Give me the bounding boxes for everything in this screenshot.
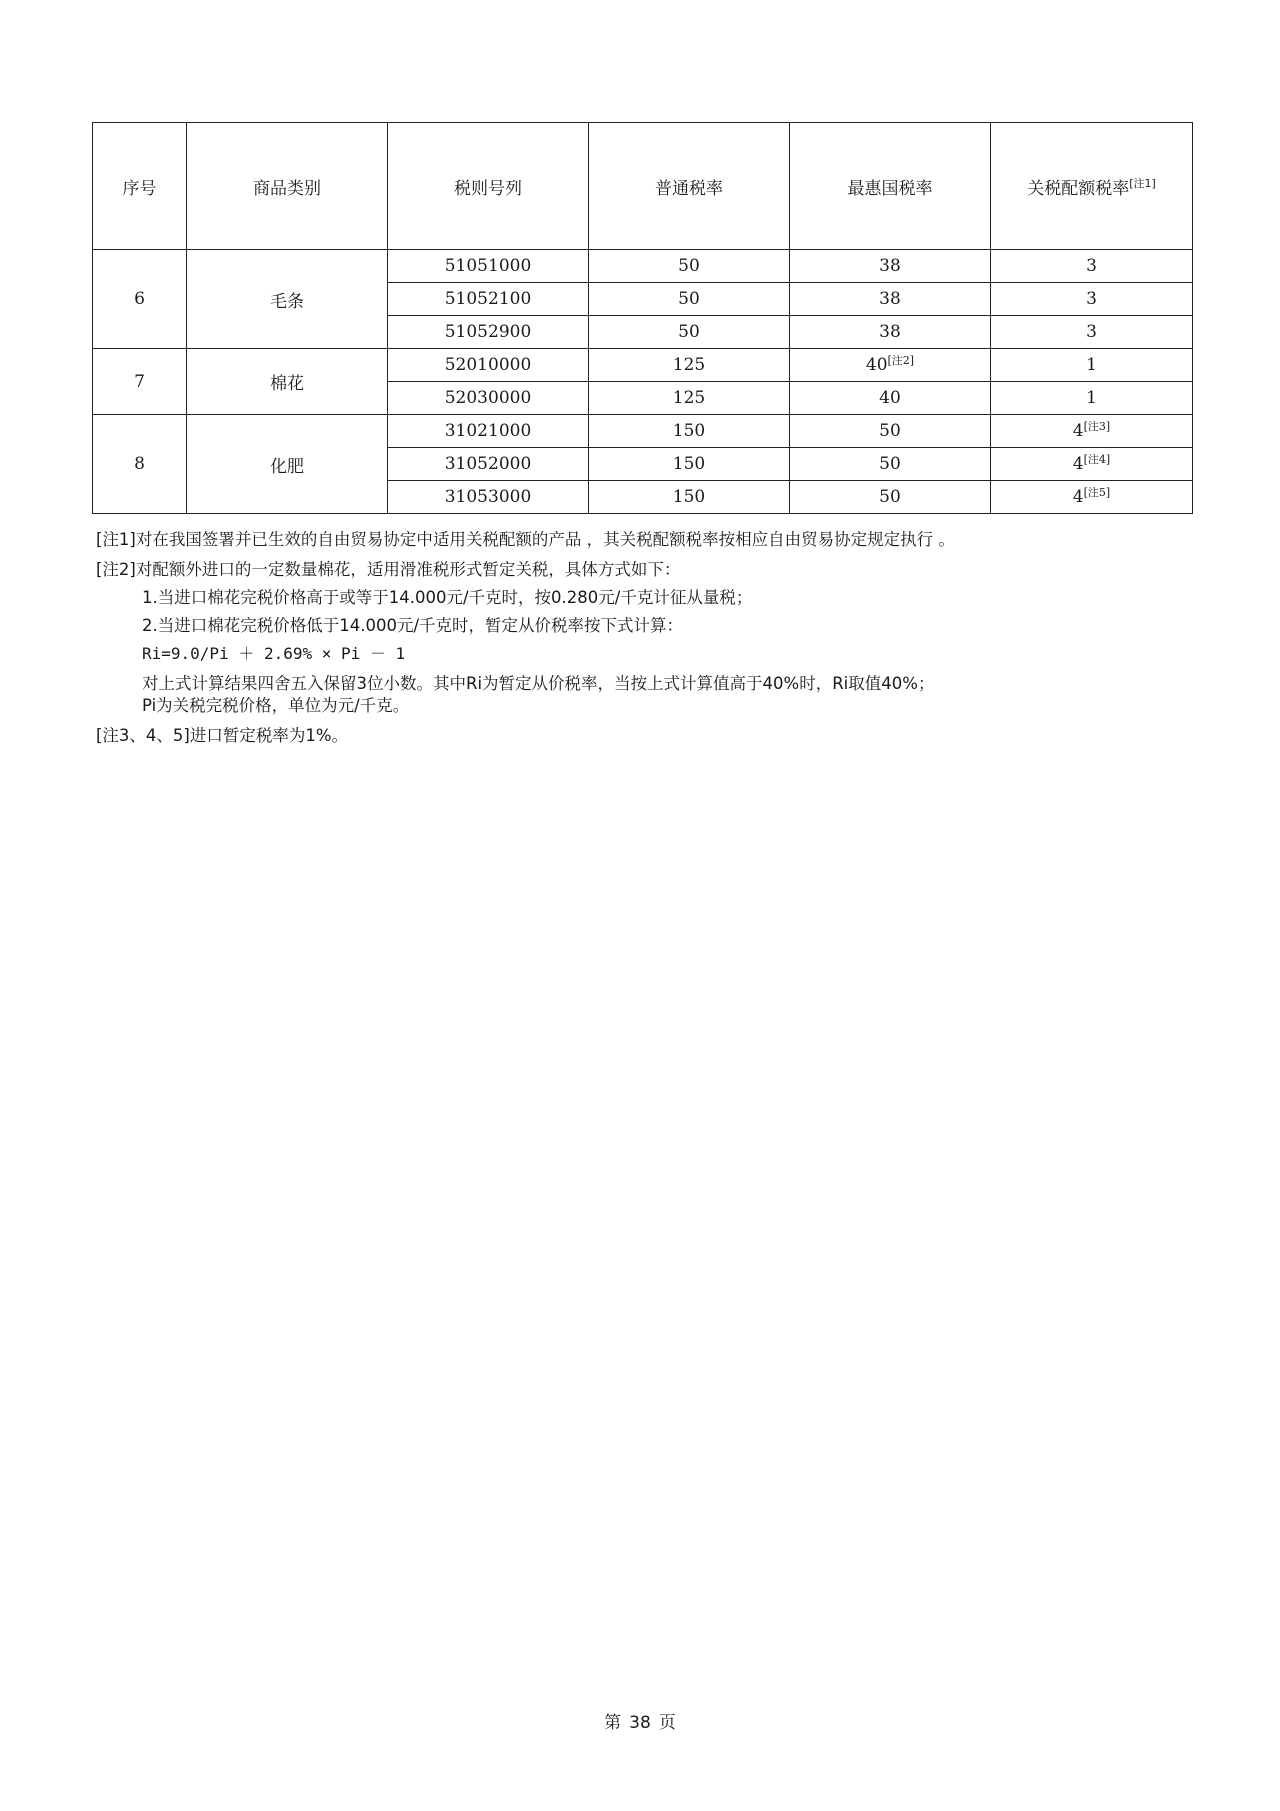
cell-seq: 8 bbox=[93, 415, 187, 514]
cell-quota bbox=[991, 481, 1193, 514]
cell-mfn bbox=[790, 481, 991, 514]
cell-code: 31052000 bbox=[388, 448, 589, 481]
cell-quota-value: 4 bbox=[1072, 421, 1084, 441]
table-row bbox=[93, 250, 1193, 283]
cell-general: 150 bbox=[589, 481, 790, 514]
cell-seq: 6 bbox=[93, 250, 187, 349]
footnote-ref: [注1] bbox=[1129, 176, 1156, 190]
header-general-rate: 普通税率 bbox=[589, 123, 790, 250]
cell-category: 化肥 bbox=[187, 415, 388, 514]
cell-quota-value: 1 bbox=[1086, 355, 1097, 375]
header-quota-rate-label: 关税配额税率 bbox=[1027, 178, 1130, 199]
cell-general: 125 bbox=[589, 382, 790, 415]
cell-quota-value: 4 bbox=[1072, 454, 1084, 474]
table-row bbox=[93, 415, 1193, 448]
cell-general: 50 bbox=[589, 283, 790, 316]
cell-mfn bbox=[790, 415, 991, 448]
cell-quota bbox=[991, 283, 1193, 316]
note-1: [注1]对在我国签署并已生效的自由贸易协定中适用关税配额的产品 ，其关税配额税率按相应自由贸易协定规定执行 。 bbox=[96, 530, 955, 549]
cell-mfn-value: 50 bbox=[879, 421, 901, 441]
cell-code: 51051000 bbox=[388, 250, 589, 283]
cell-code: 31053000 bbox=[388, 481, 589, 514]
footnote-ref: [注2] bbox=[887, 354, 915, 367]
note-2-explain-1: 对上式计算结果四舍五入保留3位小数。其中Ri为暂定从价税率，当按上式计算值高于40%时，Ri取值40%； bbox=[142, 674, 935, 693]
cell-seq: 7 bbox=[93, 349, 187, 415]
note-2-formula: Ri=9.0/Pi ＋ 2.69% × Pi － 1 bbox=[142, 644, 406, 663]
cell-quota bbox=[991, 415, 1193, 448]
cell-quota-value: 3 bbox=[1086, 289, 1097, 309]
note-3-4-5: [注3、4、5]进口暂定税率为1%。 bbox=[96, 726, 349, 745]
cell-code: 51052100 bbox=[388, 283, 589, 316]
cell-general: 50 bbox=[589, 250, 790, 283]
cell-mfn-value: 40 bbox=[879, 388, 901, 408]
note-2-item-2: 2.当进口棉花完税价格低于14.000元/千克时，暂定从价税率按下式计算： bbox=[142, 616, 684, 635]
cell-code: 52010000 bbox=[388, 349, 589, 382]
cell-code: 51052900 bbox=[388, 316, 589, 349]
cell-quota-value: 1 bbox=[1086, 388, 1097, 408]
cell-code: 52030000 bbox=[388, 382, 589, 415]
header-category: 商品类别 bbox=[187, 123, 388, 250]
cell-mfn bbox=[790, 382, 991, 415]
note-2-item-1: 1.当进口棉花完税价格高于或等于14.000元/千克时，按0.280元/千克计征从量税； bbox=[142, 588, 753, 607]
cell-mfn bbox=[790, 283, 991, 316]
cell-quota bbox=[991, 316, 1193, 349]
header-seq: 序号 bbox=[93, 123, 187, 250]
cell-general: 150 bbox=[589, 415, 790, 448]
header-quota-rate bbox=[991, 123, 1193, 250]
footnote-ref: [注4] bbox=[1083, 453, 1111, 466]
cell-quota-value: 4 bbox=[1072, 487, 1084, 507]
cell-quota bbox=[991, 382, 1193, 415]
footnote-ref: [注5] bbox=[1083, 486, 1111, 499]
cell-quota-value: 3 bbox=[1086, 256, 1097, 276]
header-mfn-rate: 最惠国税率 bbox=[790, 123, 991, 250]
cell-category: 毛条 bbox=[187, 250, 388, 349]
cell-quota bbox=[991, 349, 1193, 382]
note-2-explain-2: Pi为关税完税价格，单位为元/千克。 bbox=[142, 696, 410, 715]
cell-quota bbox=[991, 448, 1193, 481]
table-header-row bbox=[93, 123, 1193, 250]
cell-mfn-value: 40 bbox=[865, 355, 888, 375]
cell-mfn bbox=[790, 448, 991, 481]
cell-general: 125 bbox=[589, 349, 790, 382]
cell-mfn-value: 38 bbox=[879, 322, 901, 342]
cell-mfn-value: 38 bbox=[879, 289, 901, 309]
cell-general: 150 bbox=[589, 448, 790, 481]
cell-code: 31021000 bbox=[388, 415, 589, 448]
cell-quota-value: 3 bbox=[1086, 322, 1097, 342]
cell-quota bbox=[991, 250, 1193, 283]
page-footer bbox=[0, 1708, 1280, 1733]
cell-mfn-value: 38 bbox=[879, 256, 901, 276]
cell-mfn bbox=[790, 349, 991, 382]
footer-prefix: 第 bbox=[604, 1713, 622, 1733]
cell-mfn bbox=[790, 250, 991, 283]
footnote-ref: [注3] bbox=[1083, 420, 1111, 433]
cell-mfn bbox=[790, 316, 991, 349]
cell-general: 50 bbox=[589, 316, 790, 349]
footer-suffix: 页 bbox=[658, 1713, 676, 1733]
header-tariff-code: 税则号列 bbox=[388, 123, 589, 250]
table-row bbox=[93, 349, 1193, 382]
cell-category: 棉花 bbox=[187, 349, 388, 415]
cell-mfn-value: 50 bbox=[879, 454, 901, 474]
tariff-quota-table bbox=[92, 122, 1193, 514]
cell-mfn-value: 50 bbox=[879, 487, 901, 507]
note-2: [注2]对配额外进口的一定数量棉花，适用滑准税形式暂定关税，具体方式如下： bbox=[96, 560, 681, 579]
page-number: 38 bbox=[629, 1713, 651, 1733]
